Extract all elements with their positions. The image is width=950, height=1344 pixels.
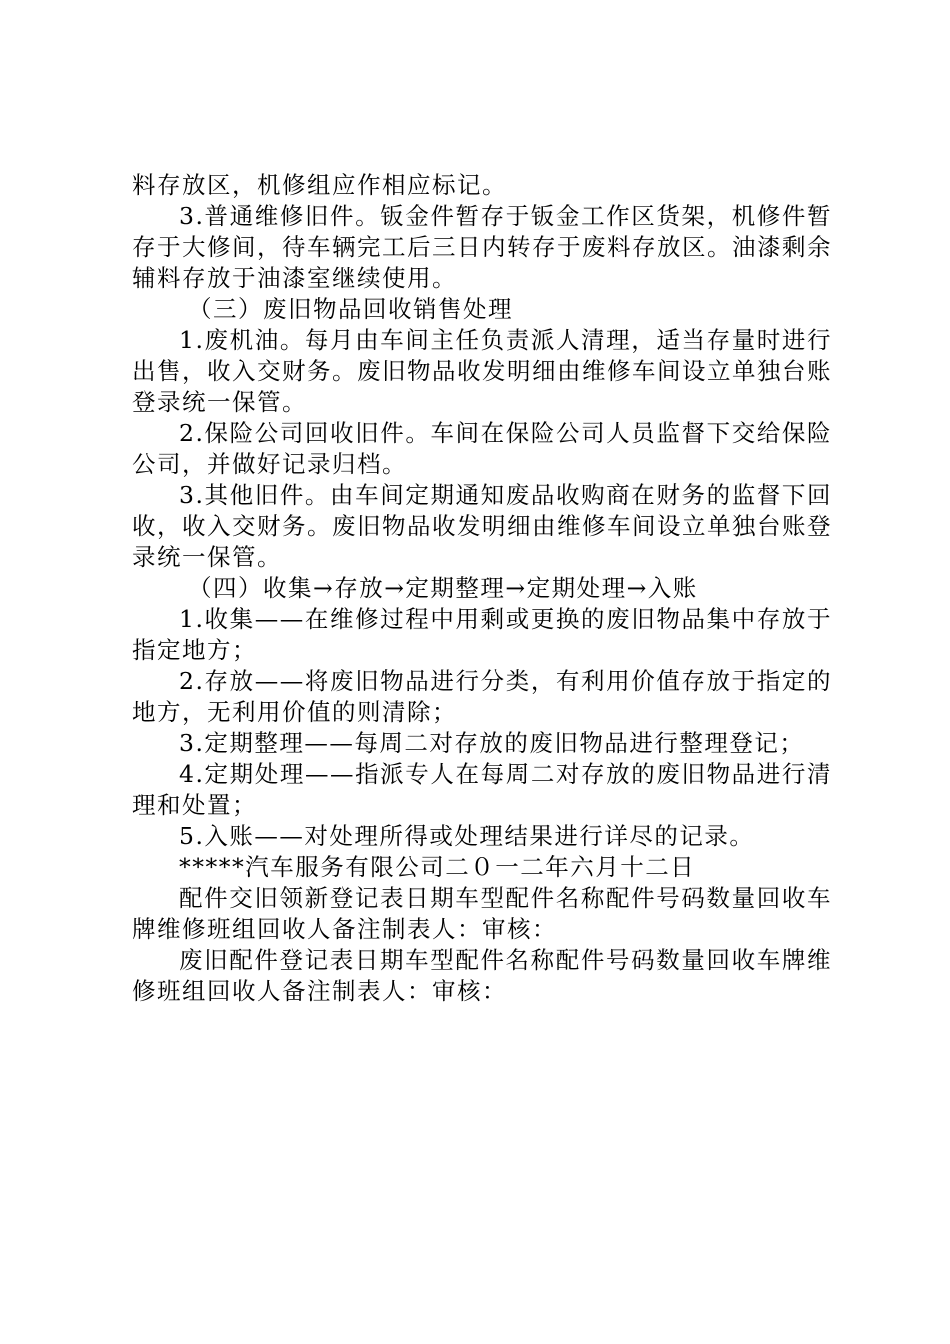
document-body xyxy=(132,170,832,1007)
paragraph-item-2-insurance: 2.保险公司回收旧件。车间在保险公司人员监督下交给保险公司，并做好记录归档。 xyxy=(132,419,832,478)
paragraph-step-record: 5.入账——对处理所得或处理结果进行详尽的记录。 xyxy=(179,822,755,850)
section-heading-3: （三）废旧物品回收销售处理 xyxy=(188,295,513,323)
paragraph-item-3-other-parts: 3.其他旧件。由车间定期通知废品收购商在财务的监督下回收，收入交财务。废旧物品收发明细由维修车间设立单独台账登录统一保管。 xyxy=(132,481,832,571)
paragraph-step-store: 2.存放——将废旧物品进行分类，有利用价值存放于指定的地方，无利用价值的则清除； xyxy=(132,667,832,726)
signature-line: *****汽车服务有限公司二０一二年六月十二日 xyxy=(179,853,696,881)
form-exchange-register: 配件交旧领新登记表日期车型配件名称配件号码数量回收车牌维修班组回收人备注制表人：审核： xyxy=(132,884,832,943)
paragraph-item-3-ordinary-parts: 3.普通维修旧件。钣金件暂存于钣金工作区货架，机修件暂存于大修间，待车辆完工后三日内转存于废料存放区。油漆剩余辅料存放于油漆室继续使用。 xyxy=(132,202,832,292)
paragraph-continuation: 料存放区，机修组应作相应标记。 xyxy=(132,171,507,199)
section-heading-4: （四）收集→存放→定期整理→定期处理→入账 xyxy=(188,574,698,602)
paragraph-step-organize: 3.定期整理——每周二对存放的废旧物品进行整理登记； xyxy=(179,729,805,757)
paragraph-item-1-waste-oil: 1.废机油。每月由车间主任负责派人清理，适当存量时进行出售，收入交财务。废旧物品收发明细由维修车间设立单独台账登录统一保管。 xyxy=(132,326,832,416)
form-waste-parts-register: 废旧配件登记表日期车型配件名称配件号码数量回收车牌维修班组回收人备注制表人：审核： xyxy=(132,946,832,1005)
paragraph-step-dispose: 4.定期处理——指派专人在每周二对存放的废旧物品进行清理和处置； xyxy=(132,760,832,819)
paragraph-step-collect: 1.收集——在维修过程中用剩或更换的废旧物品集中存放于指定地方； xyxy=(132,605,832,664)
